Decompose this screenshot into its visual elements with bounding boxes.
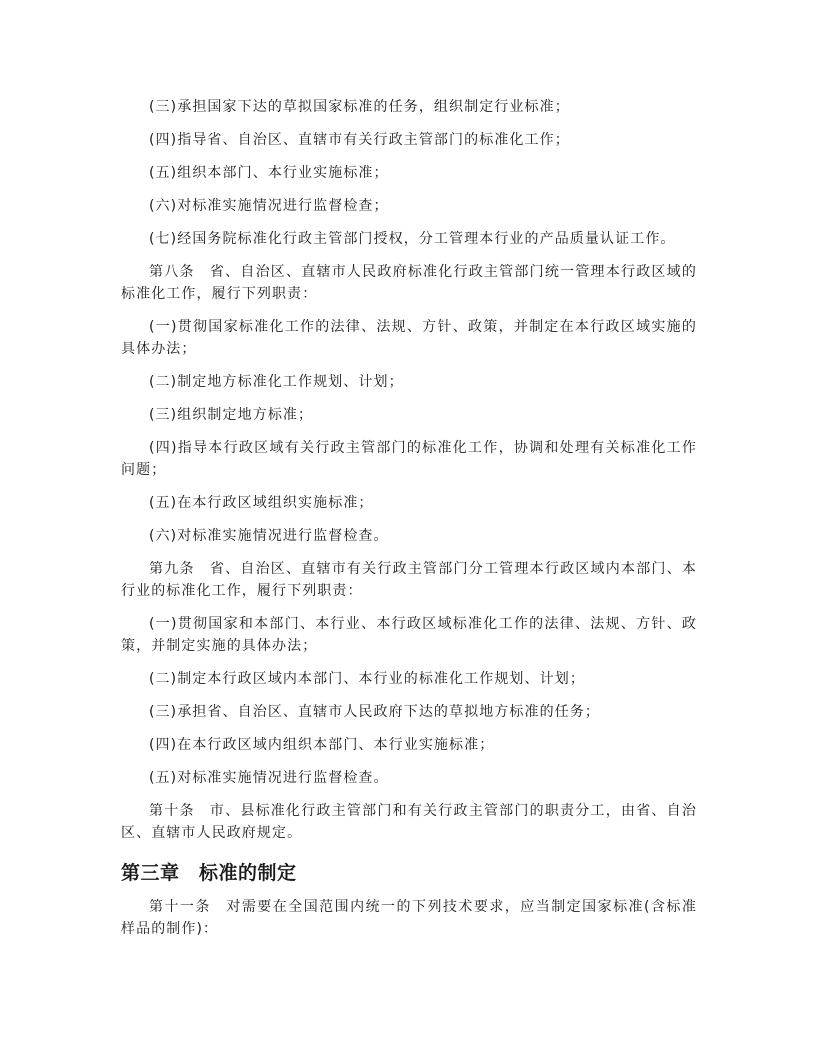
paragraph: (三)组织制定地方标准； bbox=[149, 407, 314, 423]
paragraph: (五)在本行政区域组织实施标准； bbox=[149, 495, 374, 511]
paragraph: (五)对标准实施情况进行监督检查。 bbox=[149, 770, 389, 786]
article-paragraph: 第十条 市、县标准化行政主管部门和有关行政主管部门的职责分工，由省、自治区、直辖市人民政府规定。 bbox=[121, 803, 697, 841]
paragraph: (六)对标准实施情况进行监督检查； bbox=[149, 198, 389, 214]
paragraph: (一)贯彻国家标准化工作的法律、法规、方针、政策，并制定在本行政区域实施的具体办法； bbox=[121, 319, 697, 357]
article-paragraph: 第十一条 对需要在全国范围内统一的下列技术要求，应当制定国家标准(含标准样品的制作)： bbox=[121, 899, 697, 937]
article-paragraph: 第八条 省、自治区、直辖市人民政府标准化行政主管部门统一管理本行政区域的标准化工作，履行下列职责： bbox=[121, 264, 697, 302]
paragraph: (三)承担省、自治区、直辖市人民政府下达的草拟地方标准的任务； bbox=[149, 704, 601, 720]
document-body bbox=[121, 96, 697, 951]
chapter-heading: 第三章 标准的制定 bbox=[121, 862, 297, 884]
paragraph: (七)经国务院标准化行政主管部门授权，分工管理本行业的产品质量认证工作。 bbox=[149, 231, 676, 247]
paragraph: (三)承担国家下达的草拟国家标准的任务，组织制定行业标准； bbox=[149, 99, 570, 115]
paragraph: (六)对标准实施情况进行监督检查。 bbox=[149, 528, 389, 544]
paragraph: (二)制定本行政区域内本部门、本行业的标准化工作规划、计划； bbox=[149, 671, 585, 687]
paragraph: (四)指导本行政区域有关行政主管部门的标准化工作，协调和处理有关标准化工作问题； bbox=[121, 440, 697, 478]
paragraph: (一)贯彻国家和本部门、本行业、本行政区域标准化工作的法律、法规、方针、政策，并制定实施的具体办法； bbox=[121, 616, 697, 654]
paragraph: (五)组织本部门、本行业实施标准； bbox=[149, 165, 389, 181]
paragraph: (四)在本行政区域内组织本部门、本行业实施标准； bbox=[149, 737, 495, 753]
paragraph: (二)制定地方标准化工作规划、计划； bbox=[149, 374, 404, 390]
paragraph: (四)指导省、自治区、直辖市有关行政主管部门的标准化工作； bbox=[149, 132, 570, 148]
article-paragraph: 第九条 省、自治区、直辖市有关行政主管部门分工管理本行政区域内本部门、本行业的标准化工作，履行下列职责： bbox=[121, 561, 697, 599]
